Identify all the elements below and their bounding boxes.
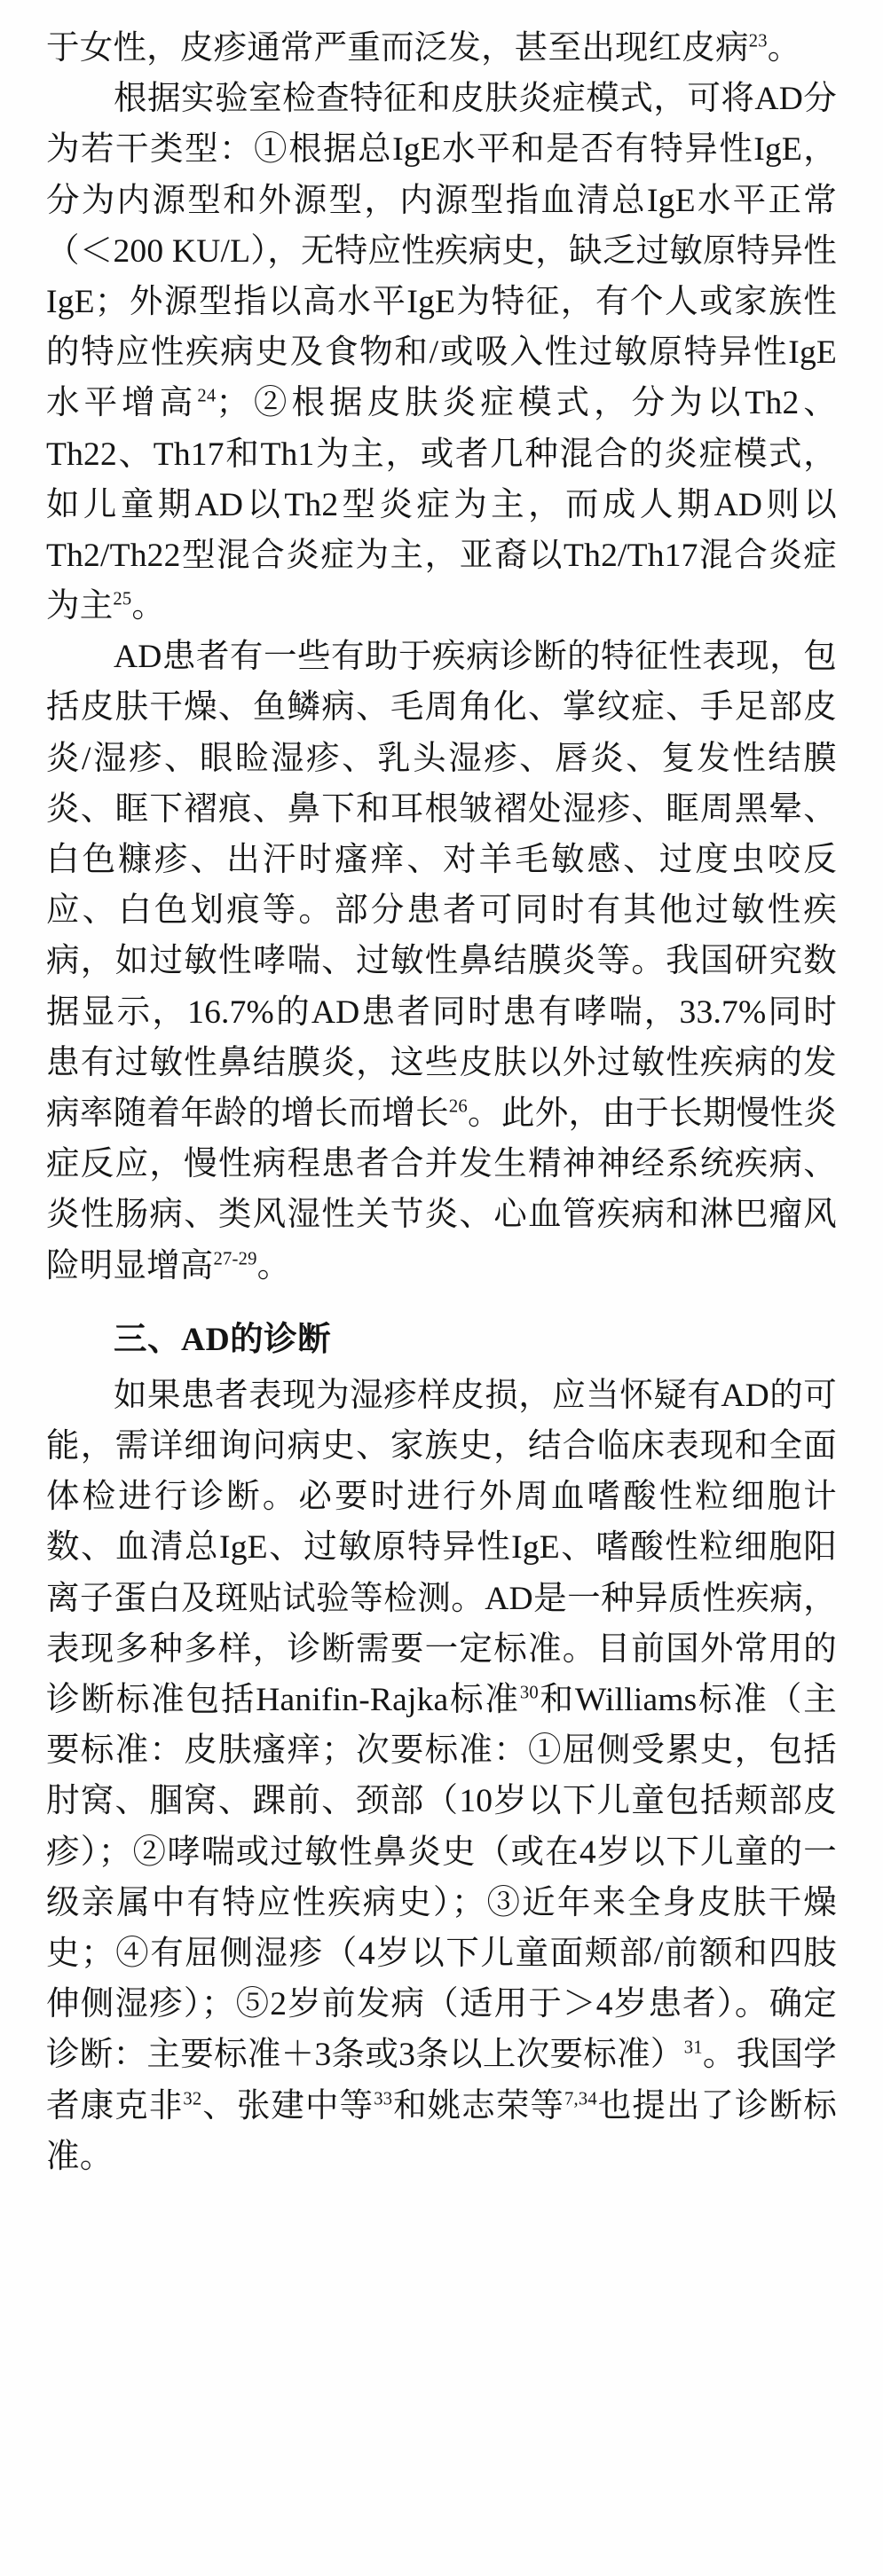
paragraph-ad-features [46, 632, 837, 1291]
paragraph-ad-classification [46, 74, 837, 632]
paragraph-text: 如果患者表现为湿疹样皮损，应当怀疑有AD的可能，需详细询问病史、家族史，结合临床表现和全面体检进行诊断。必要时进行外周血嗜酸性粒细胞计数、血清总IgE、过敏原特异性IgE、嗜酸性粒细胞阳离子蛋白及斑贴试验等检测。AD是一种异质性疾病，表现多种多样，诊断需要一定标准。目前国外常用的诊断标准包括Hanifin-Rajka标准$^{30}$和Williams标准（主要标准：皮肤瘙痒；次要标准：①屈侧受累史，包括肘窝、腘窝、踝前、颈部（10岁以下儿童包括颊部皮疹）；②哮喘或过敏性鼻炎史（或在4岁以下儿童的一级亲属中有特应性疾病史）；③近年来全身皮肤干燥史；④有屈侧湿疹（4岁以下儿童面颊部/前额和四肢伸侧湿疹）；⑤2岁前发病（适用于＞4岁患者）。确定诊断：主要标准＋3条或3条以上次要标准）$^{31}$。我国学者康克非$^{32}$、张建中等$^{33}$和姚志荣等$^{7,34}$也提出了诊断标准。 [46, 1377, 838, 2175]
paragraph-text: 根据实验室检查特征和皮肤炎症模式，可将AD分为若干类型：①根据总IgE水平和是否有特异性IgE，分为内源型和外源型，内源型指血清总IgE水平正常（＜200 KU/L），无特应性疾病史，缺乏过敏原特异性IgE；外源型指以高水平IgE为特征，有个人或家族性的特应性疾病史及食物和/或吸入性过敏原特异性IgE水平增高$^{24}$；②根据皮肤炎症模式，分为以Th2、Th22、Th17和Th1为主，或者几种混合的炎症模式，如儿童期AD以Th2型炎症为主，而成人期AD则以Th2/Th22型混合炎症为主，亚裔以Th2/Th17混合炎症为主$^{25}$。 [46, 81, 837, 625]
paragraph-continuation [46, 23, 837, 74]
paragraph-text: AD患者有一些有助于疾病诊断的特征性表现，包括皮肤干燥、鱼鳞病、毛周角化、掌纹症、手足部皮炎/湿疹、眼睑湿疹、乳头湿疹、唇炎、复发性结膜炎、眶下褶痕、鼻下和耳根皱褶处湿疹、眶周黑晕、白色糠疹、出汗时瘙痒、对羊毛敏感、过度虫咬反应、白色划痕等。部分患者可同时有其他过敏性疾病，如过敏性哮喘、过敏性鼻结膜炎等。我国研究数据显示，16.7%的AD患者同时患有哮喘，33.7%同时患有过敏性鼻结膜炎，这些皮肤以外过敏性疾病的发病率随着年龄的增长而增长$^{26}$。此外，由于长期慢性炎症反应，慢性病程患者合并发生精神神经系统疾病、炎性肠病、类风湿性关节炎、心血管疾病和淋巴瘤风险明显增高$^{27-29}$。 [46, 639, 837, 1284]
paragraph-text: 于女性，皮疹通常严重而泛发，甚至出现红皮病$^{23}$。 [46, 30, 801, 67]
paragraph-ad-diagnosis [46, 1370, 837, 2182]
section-heading-ad-diagnosis: 三、AD的诊断 [114, 1321, 332, 1358]
